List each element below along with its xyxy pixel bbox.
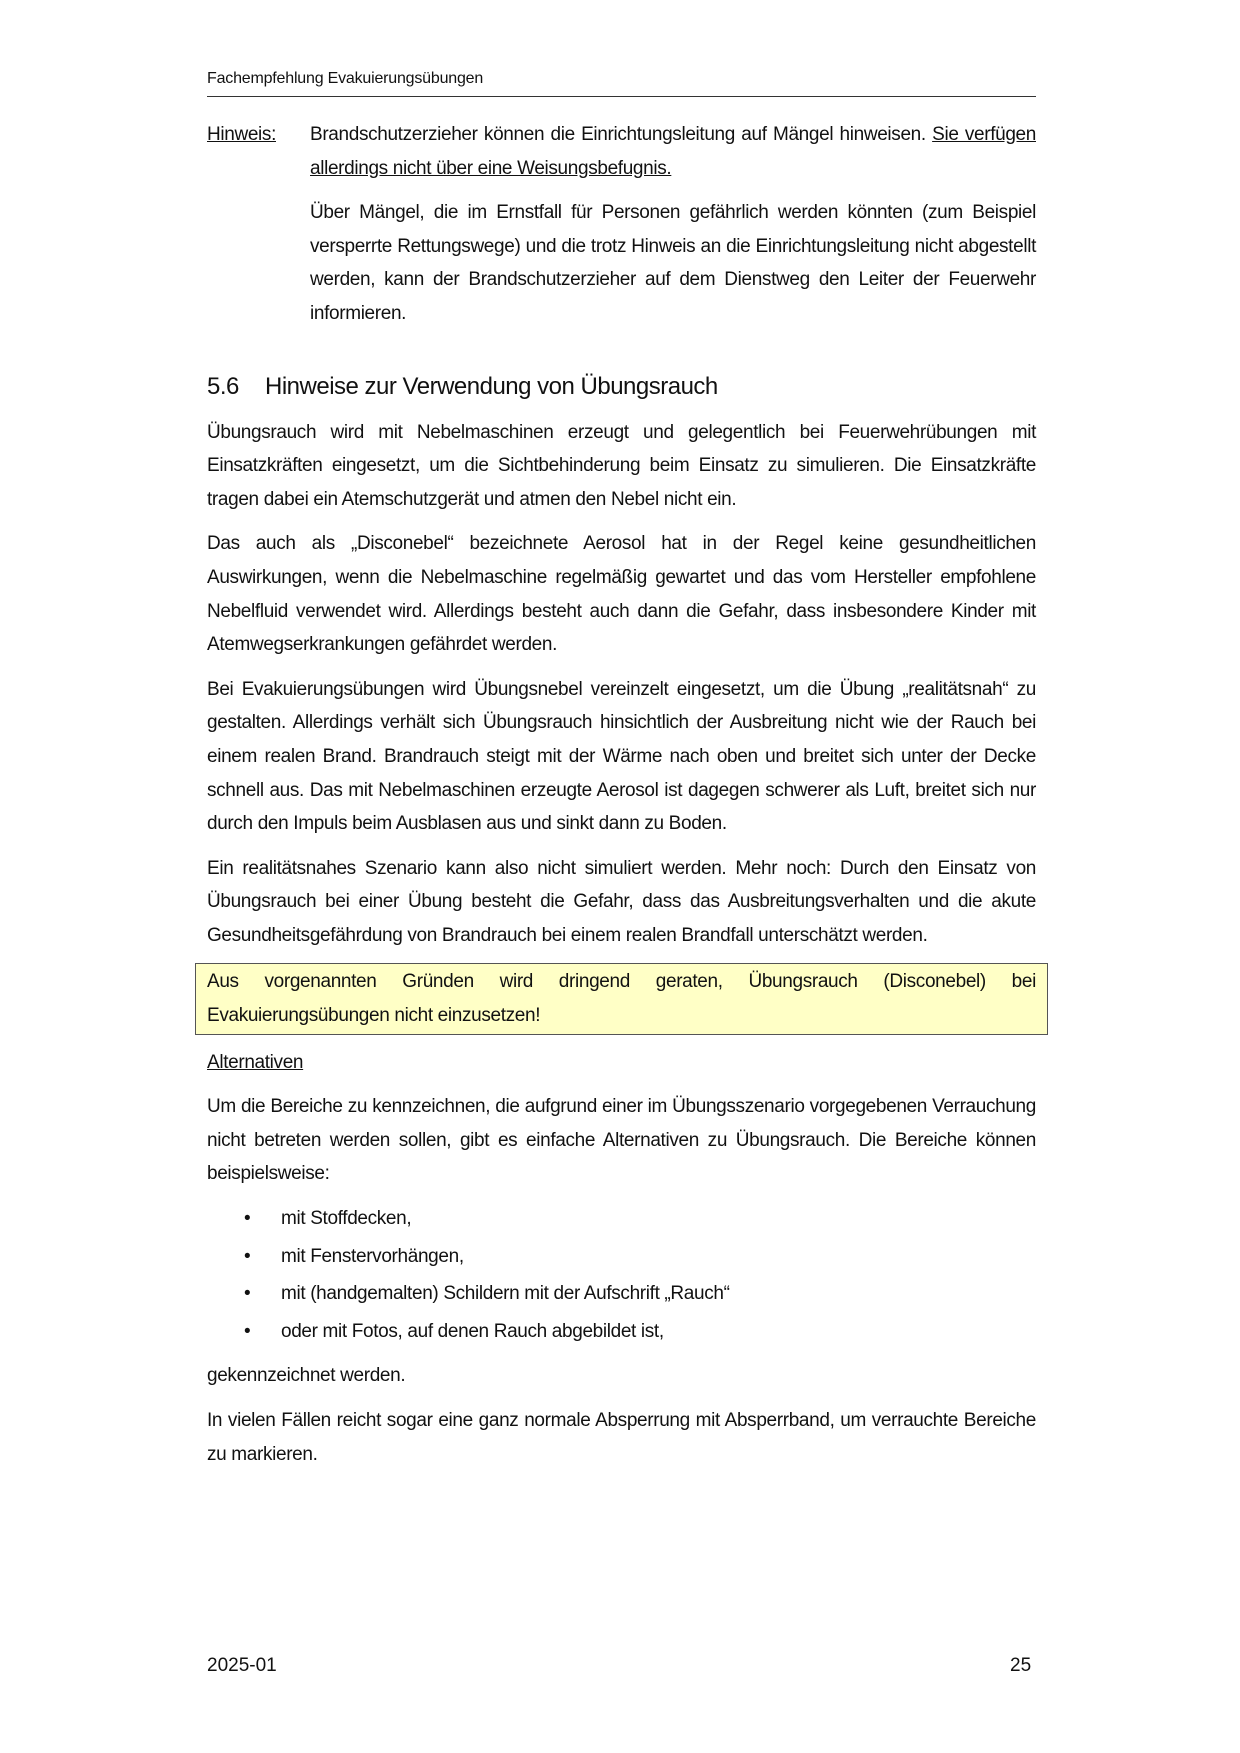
paragraph: Das auch als „Disconebel“ bezeichnete Aerosol hat in der Regel keine gesundheitlichen Auswirkungen, wenn die Nebelmaschine regelmäßig gewartet und das vom Hersteller empfohlene Nebelfluid verwendet wird. Allerdings besteht auch dann die Gefahr, dass insbesondere Kinder mit Atemwegserkrankungen gefährdet werden. — [207, 533, 1036, 656]
list-item — [207, 1240, 1036, 1274]
bullet-icon: • — [244, 1320, 251, 1342]
warning-callout-box: Aus vorgenannten Gründen wird dringend geraten, Übungsrauch (Disconebel) bei Evakuierungsübungen nicht einzusetzen! — [195, 963, 1048, 1034]
alternatives-intro: Um die Bereiche zu kennzeichnen, die aufgrund einer im Übungsszenario vorgegebenen Verrauchung nicht betreten werden sollen, gibt es einfache Alternativen zu Übungsrauch. Die Bereiche können beispielsweise: — [207, 1096, 1036, 1185]
closing-paragraph: In vielen Fällen reicht sogar eine ganz normale Absperrung mit Absperrband, um verrauchte Bereiche zu markieren. — [207, 1410, 1036, 1465]
bullet-icon: • — [244, 1245, 251, 1267]
list-item-text: oder mit Fotos, auf denen Rauch abgebildet ist, — [281, 1320, 664, 1342]
section-number: 5.6 — [207, 372, 239, 400]
hinweis-paragraph-1 — [310, 118, 1036, 185]
list-item — [207, 1202, 1036, 1236]
hinweis-text: Brandschutzerzieher können die Einrichtungsleitung auf Mängel hinweisen. — [310, 124, 933, 145]
header-divider — [207, 96, 1036, 97]
hinweis-paragraph-2: Über Mängel, die im Ernstfall für Personen gefährlich werden könnten (zum Beispiel versperrte Rettungswege) und die trotz Hinweis an die Einrichtungsleitung nicht abgestellt werden, kann der Brandschutzerzieher auf dem Dienstweg den Leiter der Feuerwehr informieren. — [310, 202, 1036, 324]
alternatives-list — [207, 1202, 1036, 1348]
alternatives-subheading: Alternativen — [207, 1051, 304, 1073]
list-item — [207, 1277, 1036, 1311]
hinweis-underlined-text: Sie verfügen allerdings nicht über eine Weisungsbefugnis. — [310, 124, 1036, 179]
paragraph: Ein realitätsnahes Szenario kann also nicht simuliert werden. Mehr noch: Durch den Einsatz von Übungsrauch bei einer Übung besteht die Gefahr, dass das Ausbreitungsverhalten und die akute Gesundheitsgefährdung von Brandrauch bei einem realen Brandfall unterschätzt werden. — [207, 857, 1036, 946]
hinweis-label: Hinweis: — [207, 124, 276, 145]
list-item-text: mit Stoffdecken, — [281, 1208, 412, 1230]
paragraph: Bei Evakuierungsübungen wird Übungsnebel vereinzelt eingesetzt, um die Übung „realitätsnah“ zu gestalten. Allerdings verhält sich Übungsrauch hinsichtlich der Ausbreitung nicht wie der Rauch bei einem realen Brand. Brandrauch steigt mit der Wärme nach oben und breitet sich unter der Decke schnell aus. Das mit Nebelmaschinen erzeugte Aerosol ist dagegen schwerer als Luft, breitet sich nur durch den Impuls beim Ausblasen aus und sinkt dann zu Boden. — [207, 678, 1036, 835]
list-item-text: mit Fenstervorhängen, — [281, 1245, 464, 1267]
hinweis-note — [207, 118, 1036, 342]
footer-date: 2025-01 — [207, 1655, 277, 1676]
running-header: Fachempfehlung Evakuierungsübungen — [207, 70, 484, 87]
list-item-text: mit (handgemalten) Schildern mit der Aufschrift „Rauch“ — [281, 1283, 730, 1305]
list-item — [207, 1315, 1036, 1349]
section-title: Hinweise zur Verwendung von Übungsrauch — [265, 372, 718, 400]
section-heading — [207, 372, 1036, 402]
after-list-text: gekennzeichnet werden. — [207, 1365, 406, 1387]
page-content — [207, 118, 1036, 1482]
hinweis-body — [310, 118, 1036, 342]
page-number: 25 — [1010, 1655, 1032, 1676]
paragraph: Übungsrauch wird mit Nebelmaschinen erzeugt und gelegentlich bei Feuerwehrübungen mit Einsatzkräften eingesetzt, um die Sichtbehinderung beim Einsatz zu simulieren. Die Einsatzkräfte tragen dabei ein Atemschutzgerät und atmen den Nebel nicht ein. — [207, 421, 1036, 510]
bullet-icon: • — [244, 1208, 251, 1230]
bullet-icon: • — [244, 1283, 251, 1305]
